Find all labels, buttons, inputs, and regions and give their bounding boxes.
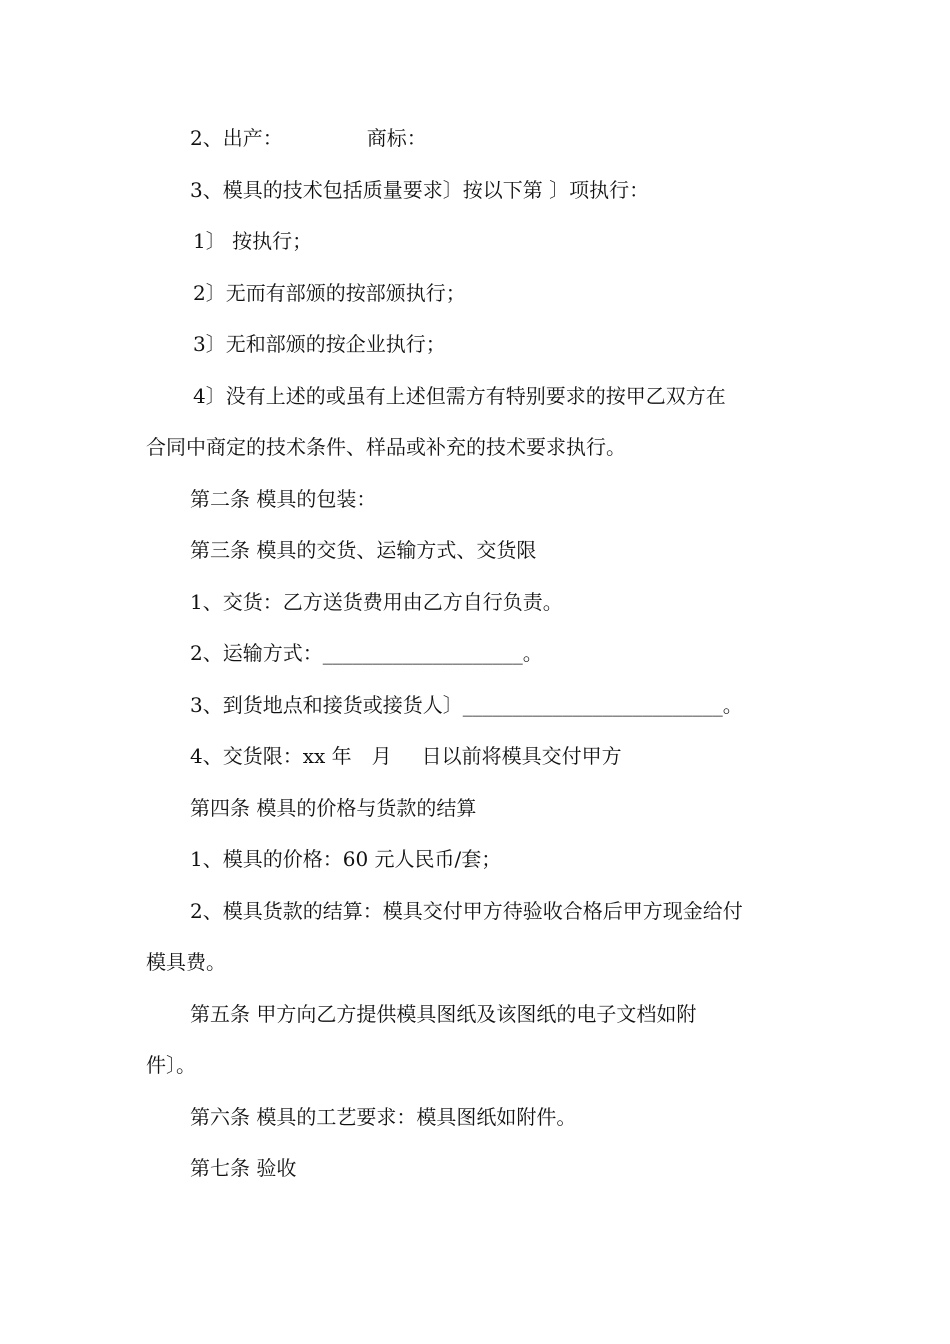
delivery-year: 4、交货限：xx 年 [190,744,352,768]
clause-line: 件〕。 [146,1053,196,1077]
clause-line: 模具费。 [146,950,226,974]
clause-line: 2、模具货款的结算：模具交付甲方待验收合格后甲方现金给付 [190,899,743,923]
clause-line: 1、交货：乙方送货费用由乙方自行负责。 [190,590,563,614]
clause-line: 1、模具的价格：60 元人民币/套； [190,847,502,871]
clause-line: 3、模具的技术包括质量要求〕按以下第 〕项执行： [190,178,650,202]
origin-label: 2、出产： [190,126,283,150]
clause-line: 3〕无和部颁的按企业执行； [193,332,446,356]
article-heading: 第二条 模具的包装： [190,487,377,511]
article-heading: 第六条 模具的工艺要求：模具图纸如附件。 [190,1105,577,1129]
delivery-day: 日以前将模具交付甲方 [421,744,622,768]
trademark-label: 商标： [366,126,427,150]
clause-line: 3、到货地点和接货或接货人〕__________________________。 [190,693,743,717]
clause-line-delivery-date [190,743,622,769]
clause-line: 合同中商定的技术条件、样品或补充的技术要求执行。 [146,435,626,459]
clause-line: 4〕没有上述的或虽有上述但需方有特别要求的按甲乙双方在 [193,384,726,408]
article-heading: 第四条 模具的价格与货款的结算 [190,796,477,820]
article-heading: 第七条 验收 [190,1156,297,1180]
clause-line: 1〕 按执行； [193,229,313,253]
clause-line-origin [190,125,427,151]
clause-line: 2、运输方式：____________________。 [190,641,543,665]
article-heading: 第三条 模具的交货、运输方式、交货限 [190,538,537,562]
clause-line: 2〕无而有部颁的按部颁执行； [193,281,466,305]
article-heading: 第五条 甲方向乙方提供模具图纸及该图纸的电子文档如附 [190,1002,697,1026]
delivery-month: 月 [371,744,392,768]
